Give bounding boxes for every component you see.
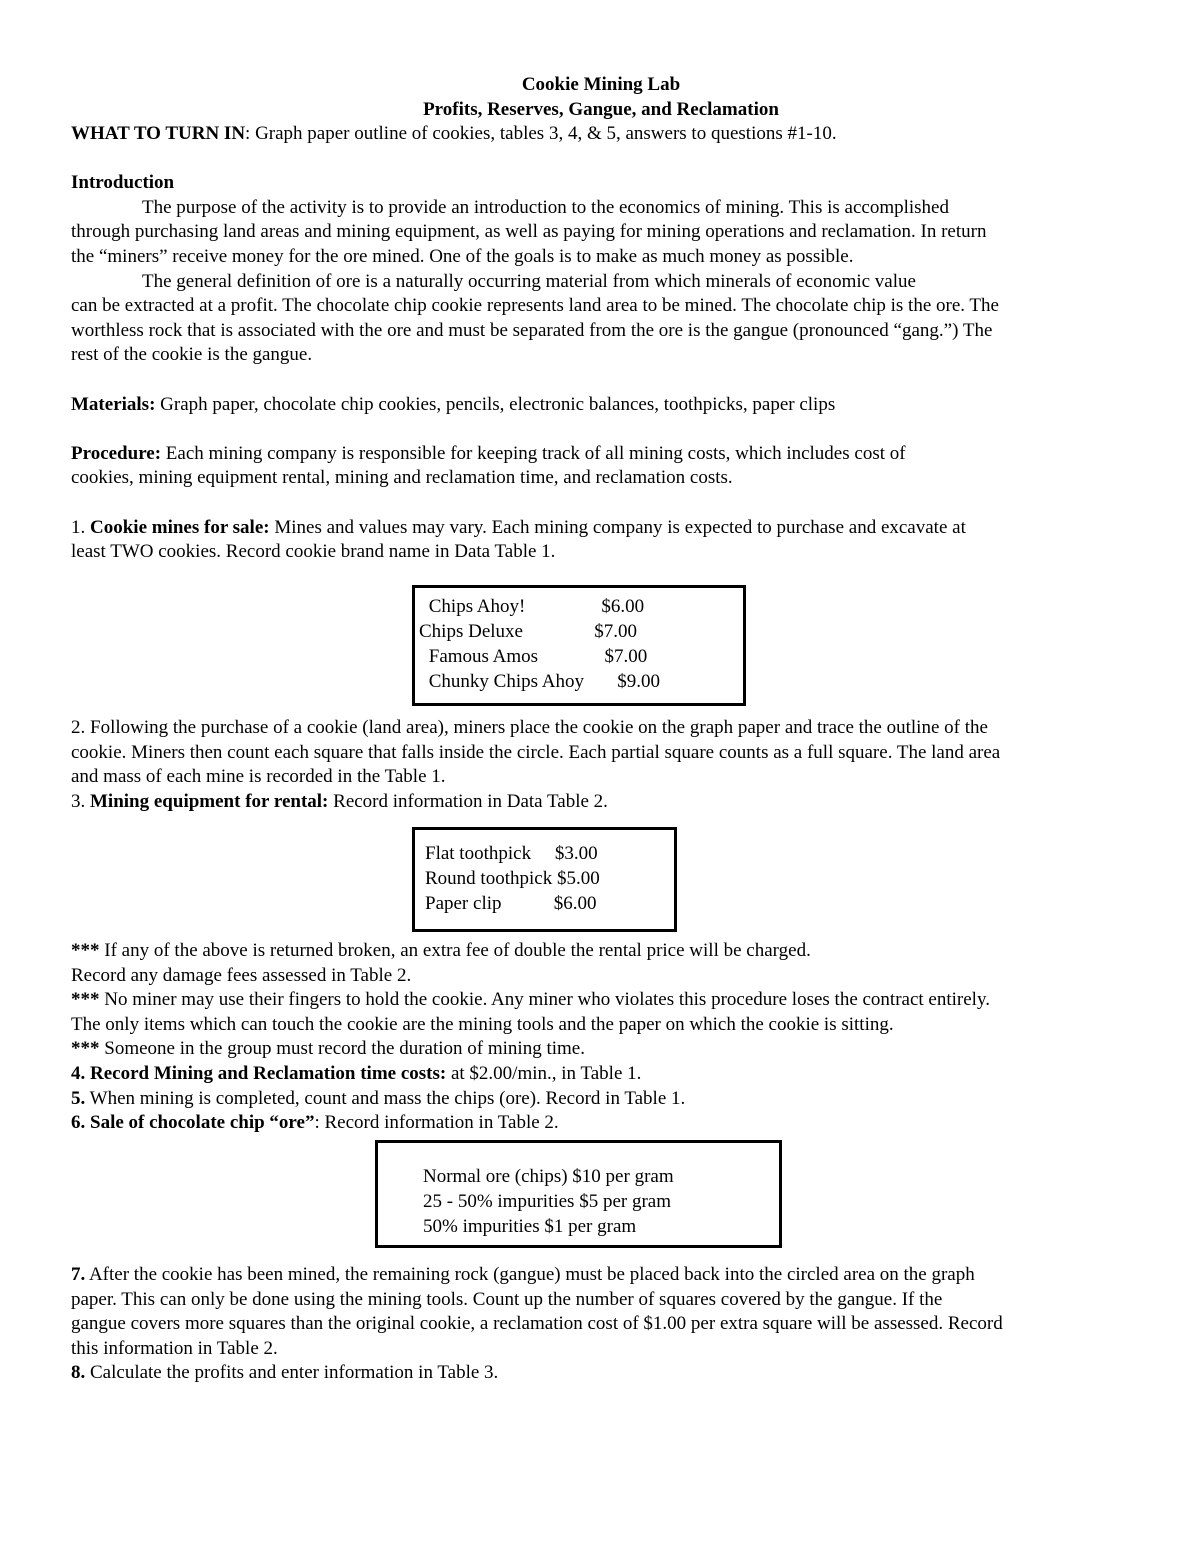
document-title: Cookie Mining Lab <box>521 74 681 95</box>
ore-price-row: 25 - 50% impurities $5 per gram <box>423 1191 672 1212</box>
cookie-price-row: Famous Amos $7.00 <box>424 646 648 667</box>
materials-line: Materials: Graph paper, chocolate chip cookies, pencils, electronic balances, toothpicks, paper clips <box>71 393 836 415</box>
step4-label: Record Mining and Reclamation time costs: <box>85 1062 447 1084</box>
document-rules <box>71 939 1131 1136</box>
step7-line2: paper. This can only be done using the mining tools. Count up the number of squares covered by the gangue. If the <box>71 1288 943 1310</box>
rule1-line2: Record any damage fees assessed in Table 2. <box>71 964 412 986</box>
intro-p2-line2: can be extracted at a profit. The chocolate chip cookie represents land area to be mined. The chocolate chip is the ore. The <box>71 295 999 317</box>
step1-line1: 1. Cookie mines for sale: Mines and values may vary. Each mining company is expected to purchase and excavate at <box>71 516 966 538</box>
rule3-line: *** Someone in the group must record the duration of mining time. <box>71 1038 585 1060</box>
intro-p1-line3: the “miners” receive money for the ore mined. One of the goals is to make as much money as possible. <box>71 245 854 267</box>
step6-label: Sale of chocolate chip “ore” <box>85 1112 315 1134</box>
procedure-line2: cookies, mining equipment rental, mining and reclamation time, and reclamation costs. <box>71 467 733 489</box>
equipment-price-box <box>412 827 677 932</box>
turn-in-text: : Graph paper outline of cookies, tables 3, 4, & 5, answers to questions #1-10. <box>245 123 837 144</box>
ore-price-row: Normal ore (chips) $10 per gram <box>423 1166 674 1187</box>
rule2-line2: The only items which can touch the cookie are the mining tools and the paper on which the cookie is sitting. <box>71 1013 894 1035</box>
intro-p1-line1: The purpose of the activity is to provide an introduction to the economics of mining. This is accomplished <box>142 196 949 218</box>
step5-line: 5. When mining is completed, count and mass the chips (ore). Record in Table 1. <box>71 1087 686 1109</box>
cookie-price-row: Chunky Chips Ahoy $9.00 <box>424 671 660 692</box>
intro-p2-line4: rest of the cookie is the gangue. <box>71 344 313 366</box>
intro-p2-line1: The general definition of ore is a naturally occurring material from which minerals of economic value <box>142 270 916 292</box>
procedure-label: Procedure: <box>71 442 162 464</box>
intro-p1-line2: through purchasing land areas and mining equipment, as well as paying for mining operations and reclamation. In return <box>71 221 987 243</box>
step1-label: Cookie mines for sale: <box>90 516 270 538</box>
step7-line1: 7. After the cookie has been mined, the remaining rock (gangue) must be placed back into the circled area on the graph <box>71 1264 975 1285</box>
document-body-continued <box>71 716 1131 814</box>
procedure-line1: Procedure: Each mining company is responsible for keeping track of all mining costs, which includes cost of <box>71 442 906 464</box>
step2-line1: 2. Following the purchase of a cookie (land area), miners place the cookie on the graph paper and trace the outline of the <box>71 717 988 738</box>
step4-line: 4. Record Mining and Reclamation time costs: at $2.00/min., in Table 1. <box>71 1062 642 1084</box>
intro-p2-line3: worthless rock that is associated with the ore and must be separated from the ore is the gangue (pronounced “gang.”) The <box>71 319 993 341</box>
document-footer-steps <box>71 1263 1131 1386</box>
equipment-row: Paper clip $6.00 <box>425 893 597 914</box>
step7-line4: this information in Table 2. <box>71 1337 278 1359</box>
step1-line2: least TWO cookies. Record cookie brand name in Data Table 1. <box>71 541 556 563</box>
ore-price-row: 50% impurities $1 per gram <box>423 1216 637 1237</box>
step7-line3: gangue covers more squares than the original cookie, a reclamation cost of $1.00 per extra square will be assessed. Record <box>71 1313 1003 1335</box>
cookie-price-row: Chips Ahoy! $6.00 <box>424 596 645 617</box>
equipment-row: Round toothpick $5.00 <box>425 868 600 889</box>
step2-line3: and mass of each mine is recorded in the Table 1. <box>71 766 446 788</box>
equipment-row: Flat toothpick $3.00 <box>425 843 598 864</box>
step6-line: 6. Sale of chocolate chip “ore”: Record information in Table 2. <box>71 1112 559 1134</box>
materials-label: Materials: <box>71 393 156 415</box>
step2-line2: cookie. Miners then count each square that falls inside the circle. Each partial square counts as a full square. The land area <box>71 741 1001 763</box>
step8-line: 8. Calculate the profits and enter information in Table 3. <box>71 1362 499 1384</box>
turn-in-label: WHAT TO TURN IN <box>71 123 246 144</box>
ore-price-box <box>375 1140 782 1248</box>
rule2-line: *** No miner may use their fingers to hold the cookie. Any miner who violates this procedure loses the contract entirely. <box>71 989 990 1011</box>
introduction-heading: Introduction <box>71 172 175 194</box>
turn-in-line <box>71 122 1131 147</box>
rule1-line: *** If any of the above is returned broken, an extra fee of double the rental price will be charged. <box>71 940 811 961</box>
cookie-price-row: Chips Deluxe $7.00 <box>419 621 637 642</box>
document-body <box>71 72 1131 565</box>
document-subtitle: Profits, Reserves, Gangue, and Reclamation <box>423 99 779 120</box>
cookie-price-box <box>412 585 746 706</box>
step3-line: 3. Mining equipment for rental: Record information in Data Table 2. <box>71 790 608 812</box>
step3-label: Mining equipment for rental: <box>90 790 329 812</box>
